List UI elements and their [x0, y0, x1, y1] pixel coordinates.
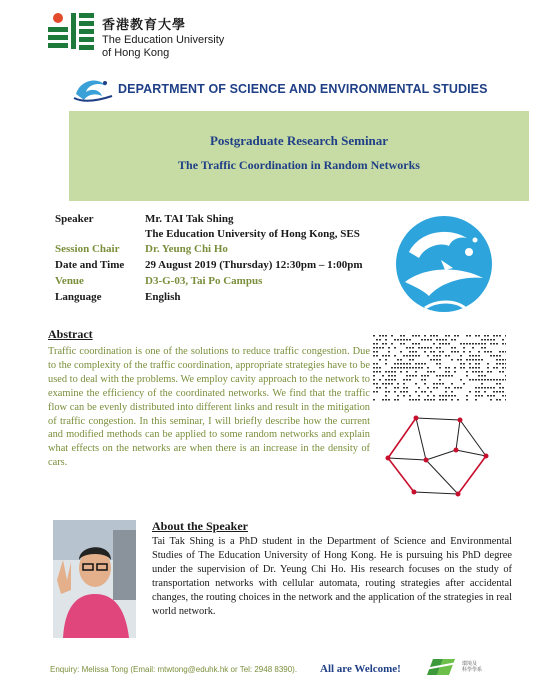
venue-value: D3-G-03, Tai Po Campus: [145, 275, 263, 287]
seminar-topic: The Traffic Coordination in Random Networks: [178, 158, 420, 172]
eduhk-logo-icon: [48, 10, 96, 54]
abstract-heading: Abstract: [48, 327, 93, 341]
speaker-label: Speaker: [55, 213, 94, 225]
about-speaker-heading: About the Speaker: [152, 519, 249, 533]
speaker-affiliation: The Education University of Hong Kong, SES: [145, 228, 360, 240]
date-label: Date and Time: [55, 259, 125, 271]
university-name-line1: The Education University: [102, 34, 225, 46]
speaker-photo: [53, 520, 136, 638]
abstract-text: Traffic coordination is one of the solutions to reduce traffic congestion. Due to the complexity of the traffic coordination, appropriate strategies have to be used to deal with the problems. We employ cavity approach to the network to examine the efficiency of the coordinated networks. We find that the traffic flow can be evenly distributed into different links and result in the mitigation of traffic congestion. In this seminar, I will briefly describe how the current and modified methods can be applied to some random networks and explain what effects on the networks are when there is an increase in the density of cars.: [48, 346, 370, 469]
university-name-chinese: 香港教育大學: [102, 18, 187, 33]
simulation-pattern-figure: [372, 333, 506, 401]
welcome-message: All are Welcome!: [320, 663, 401, 675]
language-label: Language: [55, 291, 102, 303]
seminar-title: Postgraduate Research Seminar: [209, 133, 389, 148]
venue-label: Venue: [55, 275, 84, 287]
department-name: DEPARTMENT OF SCIENCE AND ENVIRONMENTAL STUDIES: [118, 82, 488, 96]
language-value: English: [145, 291, 181, 303]
session-chair-label: Session Chair: [55, 243, 120, 255]
about-speaker-text: Tai Tak Shing is a PhD student in the Department of Science and Environmental Studies of The Education University of Hong Kong. He is pursuing his PhD degree under the supervision of Dr. Yeung Chi Ho. His research focuses on the study of transportation networks with cellular automata, routing strategies after accidental changes, the routing choices in the network and the application of the strategies in real world network.: [152, 536, 512, 617]
wave-logo-icon: [72, 74, 114, 104]
title-banner: [69, 111, 529, 201]
network-graph-figure: [378, 410, 498, 500]
date-value: 29 August 2019 (Thursday) 12:30pm – 1:00pm: [145, 259, 363, 271]
university-name-line2: of Hong Kong: [102, 47, 170, 59]
enquiry-contact: Enquiry: Melissa Tong (Email: mtwtong@eduhk.hk or Tel: 2948 8390).: [50, 665, 298, 674]
department-footer-logo-icon: [423, 655, 459, 679]
speaker-name: Mr. TAI Tak Shing: [145, 213, 234, 225]
session-chair-value: Dr. Yeung Chi Ho: [145, 243, 228, 255]
footer-org-name: 環境及 科學學系: [462, 661, 483, 673]
dolphin-mascot-icon: [385, 212, 503, 316]
